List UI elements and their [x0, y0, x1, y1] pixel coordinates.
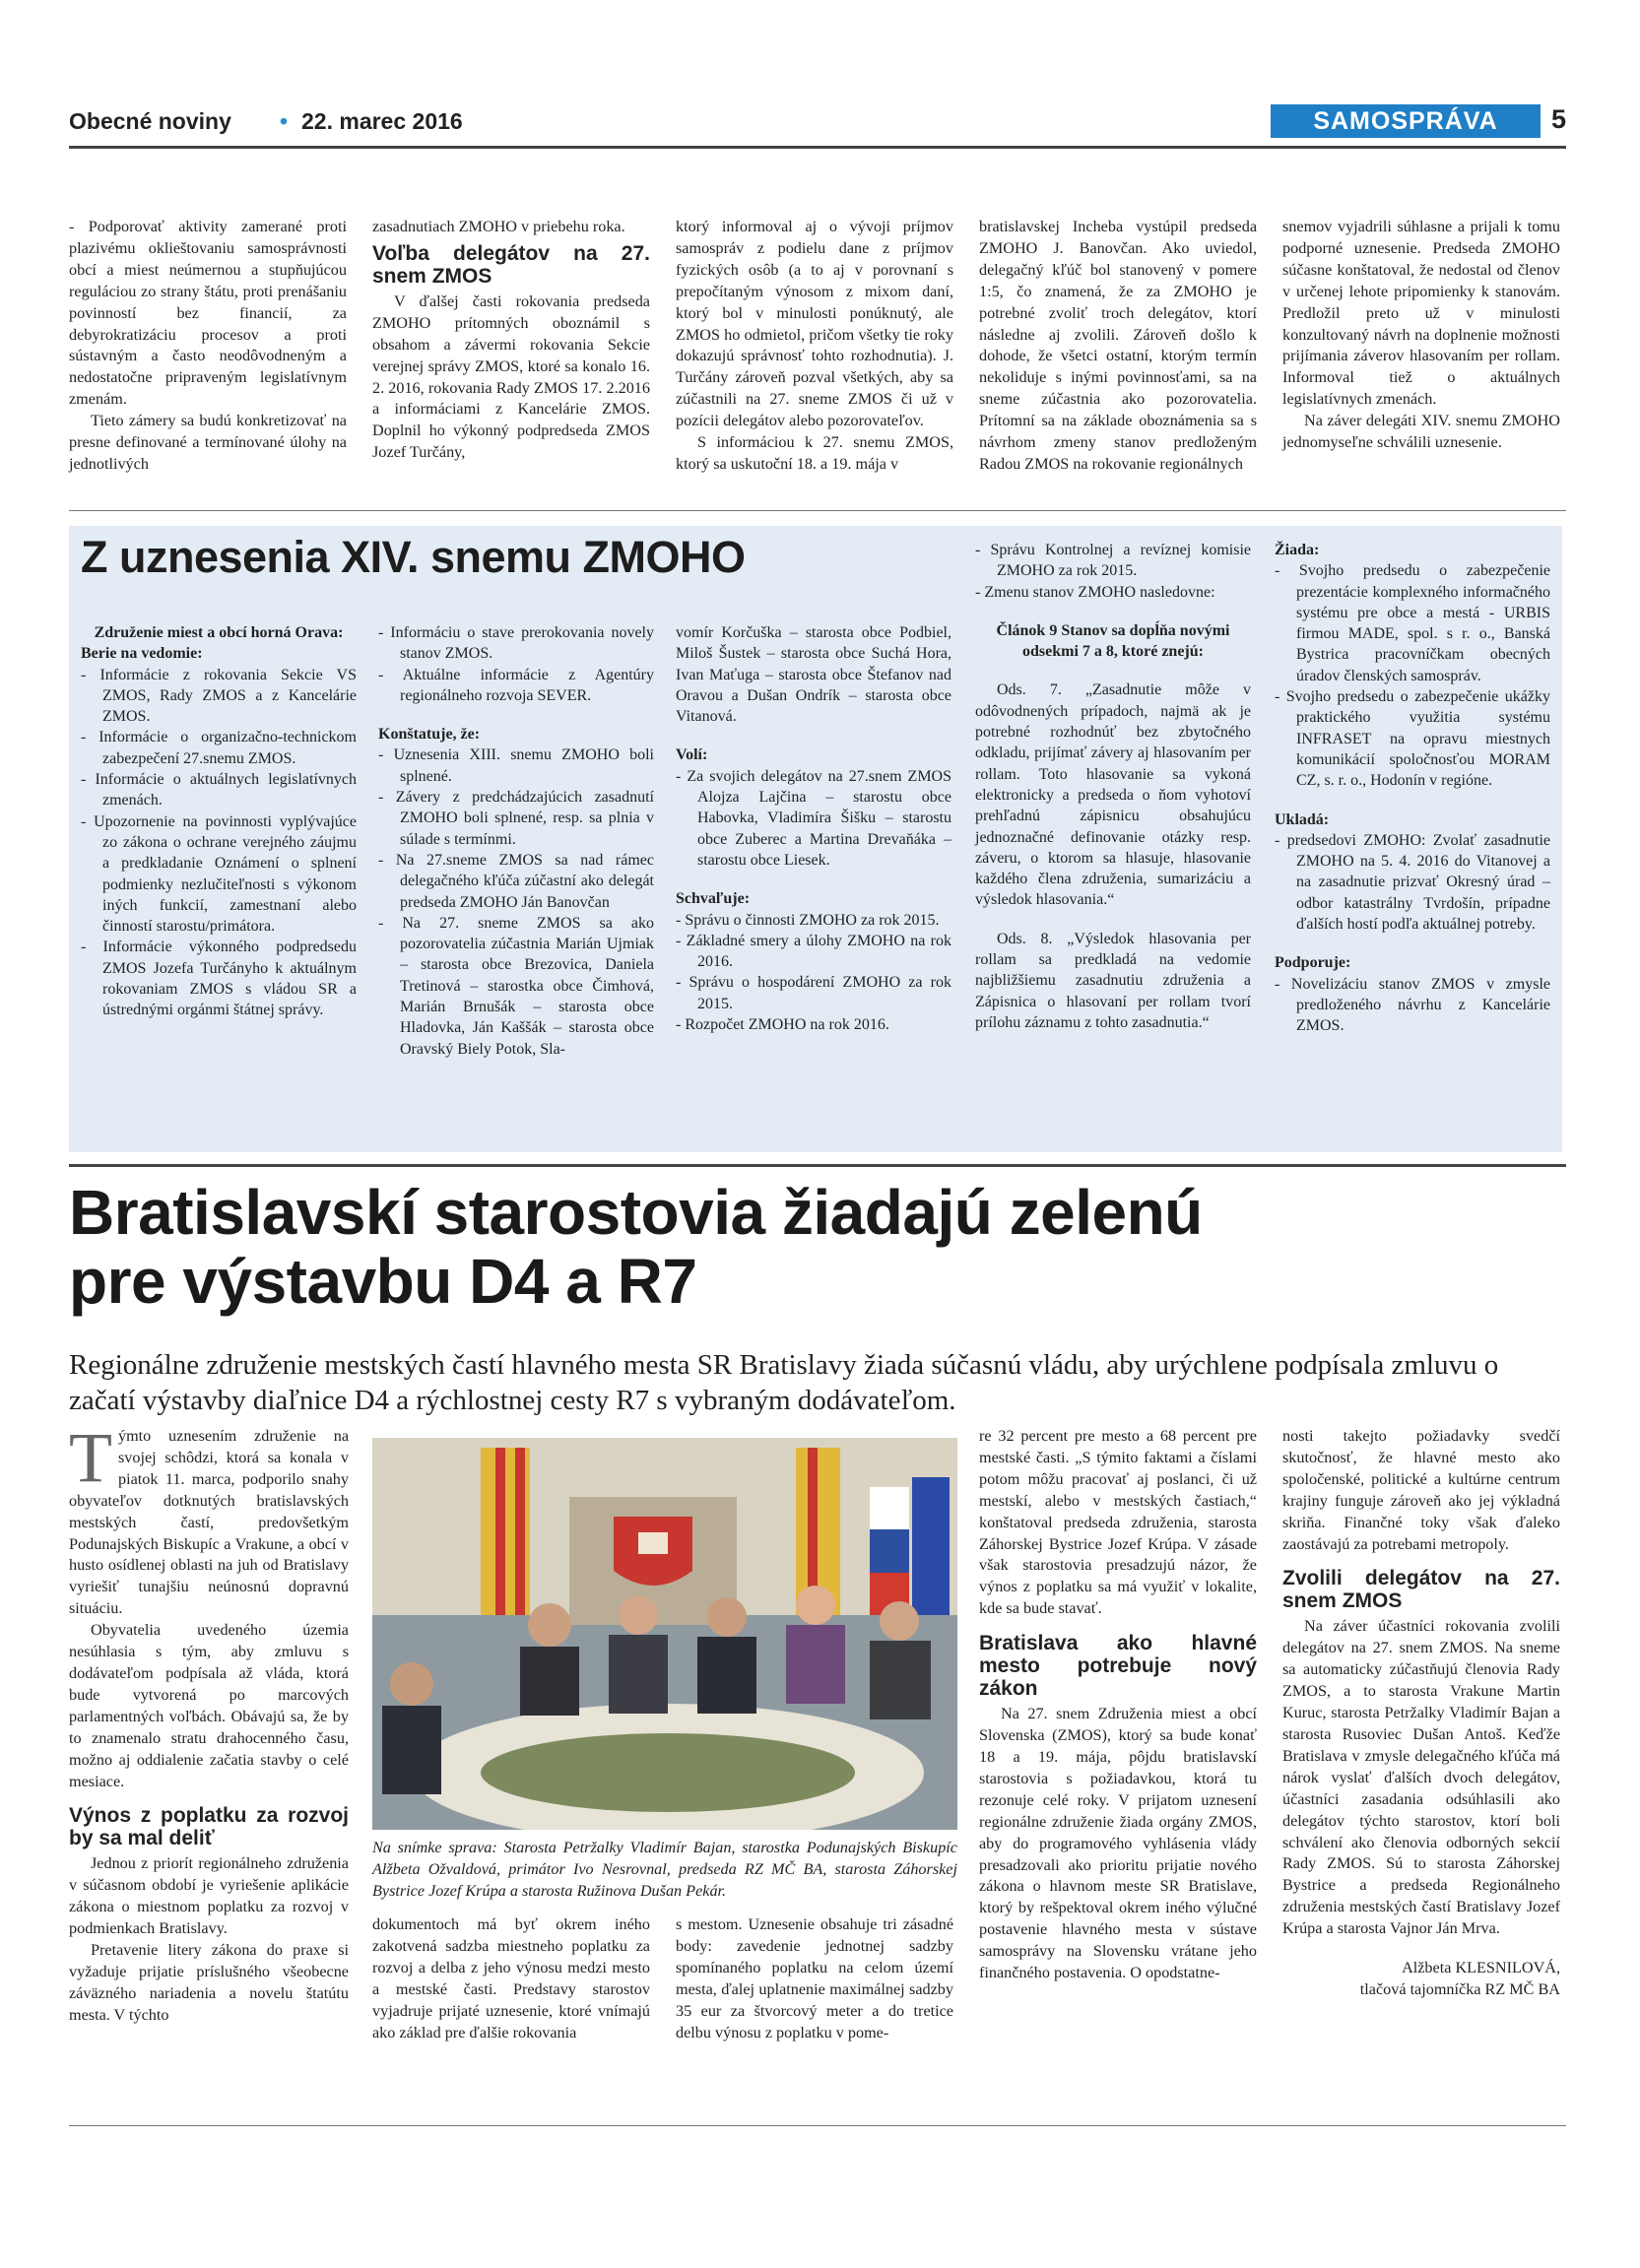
article-paragraph: Na záver účastníci rokovania zvolili delegátov na 27. snem ZMOS. Na sneme sa automaticky zúčastňujú členovia Rady ZMOS, a to starosta Vrakune Martin Kuruc, starosta Petržalky Vladimír Bajan a starosta Rusoviec Dušan Antoš. Keďže Bratislava v zmysle delegačného kľúča má nárok vyslať ďalších dvoch delegátov, účastníci zasadania odsúhlasili ako delegátov týchto starostov, ktorí boli schválení ako členovia odborných sekcií Rady ZMOS. Sú to starosta Záhorskej Bystrice a predseda Regionálneho združenia mestských častí Bratislavy Jozef Krúpa a starosta Vajnor Ján Mrva.	[1282, 1617, 1560, 1938]
box-item: - predsedovi ZMOHO: Zvolať zasadnutie ZMOHO na 5. 4. 2016 do Vitanovej a na zasadnutie prizvať Okresný úrad – odbor katastrálny Tvrdošín, prípadne ďalších hostí podľa aktuálnej potreby.	[1275, 831, 1550, 934]
box-item: - Informácie z rokovania Sekcie VS ZMOS, Rady ZMOS a z Kancelárie ZMOS.	[81, 666, 357, 726]
box-item: - Svojho predsedu o zabezpečenie prezentácie komplexného informačného systému pre obce a mestá - URBIS firmou MADE, spol. s r. o., Banská Bystrica pracovníčkam obecných úradov členských samospráv.	[1275, 562, 1550, 684]
headline-line-2: pre výstavbu D4 a R7	[69, 1246, 697, 1317]
article-paragraph: s mestom. Uznesenie obsahuje tri zásadné body: zavedenie jednotnej sadzby spomínaného poplatku na celom území mesta, ďalej uplatnenie maximálnej sadzby 35 eur za štvorcový meter a do tretice delbu výnosu z poplatku v pome-	[676, 1915, 953, 2041]
top-column-4	[979, 217, 1257, 476]
top-column-1	[69, 217, 347, 476]
box-label: Volí:	[676, 746, 708, 764]
top-paragraph: Na záver delegáti XIV. snemu ZMOHO jednomyseľne schválili uznesenie.	[1282, 412, 1560, 452]
box-item: - Základné smery a úlohy ZMOHO na rok 2016.	[676, 932, 951, 971]
box-label: Schvaľuje:	[676, 890, 751, 908]
top-paragraph: bratislavskej Incheba vystúpil predseda ZMOHO J. Banovčan. Ako uviedol, delegačný kľúč bol stanovený v pomere 1:5, čo znamená, že za ZMOHO je potrebné zvoliť troch delegátov, ktorí následne aj zvolili. Zároveň došlo k dohode, že všetci ostatní, ktorým termín nekoliduje s inými povinnosťami, sa na sneme zúčastnia ako pozorovatelia. Prítomní sa na základe oboznámenia sa s návrhom zmeny stanov predloženým Radou ZMOS na rokovanie regionálnych	[979, 218, 1257, 473]
divider	[69, 510, 1566, 511]
subheading-vynos: Výnos z poplatku za rozvoj by sa mal deliť	[69, 1804, 349, 1850]
box-item: - Uznesenia XIII. snemu ZMOHO boli splnené.	[378, 746, 654, 785]
box-item: - Aktuálne informácie z Agentúry regionálneho rozvoja SEVER.	[378, 666, 654, 704]
top-paragraph: zasadnutiach ZMOHO v priebehu roka.	[372, 218, 625, 235]
subheading-zvolili: Zvolili delegátov na 27. snem ZMOS	[1282, 1567, 1560, 1613]
box-item: - Upozornenie na povinnosti vyplývajúce zo zákona o ochrane verejného záujmu a predkladanie Oznámení o splnení podmienky nezlučiteľnosti s výkonom iných funkcií, zamestnaní alebo činností starostu/primátora.	[81, 812, 357, 936]
box-item: - Správu o hospodárení ZMOHO za rok 2015.	[676, 974, 951, 1012]
article-paragraph: Na 27. snem Združenia miest a obcí Slovenska (ZMOS), ktorý sa bude konať 18 a 19. mája, pôjdu bratislavskí starostovia s požiadavkou, ktorá tu rezonuje celé roky. V prijatom uznesení regionálne združenie žiada orgány ZMOS, aby do programového vyhlásenia vlády presadzovali ako prioritu prijatie nového zákona o hlavnom meste SR Bratislave, ktorý by rešpektoval okrem iného výlučné postavenie hlavného mesta v sústave samosprávy na Slovensku vrátane jeho finančného postavenia. O opodstatne-	[979, 1705, 1257, 1982]
top-column-2	[372, 217, 650, 464]
issue-date: 22. marec 2016	[301, 108, 463, 134]
box-item: - Na 27. sneme ZMOS sa ako pozorovatelia zúčastnia Marián Ujmiak – starosta obce Brezovica, Daniela Tretinová – starostka obce Čimhová, Marián Brnušák – starosta obce Hladovka, Ján Kaššák – starosta obce Oravský Biely Potok, Sla-	[378, 914, 654, 1058]
box-column-1	[81, 622, 357, 1021]
author-name: Alžbeta KLESNILOVÁ,	[1402, 1959, 1560, 1977]
section-label: SAMOSPRÁVA	[1271, 104, 1541, 138]
running-header	[69, 104, 1567, 148]
article-paragraph: dokumentoch má byť okrem iného zakotvená sadzba miestneho poplatku za rozvoj a delba z jeho výnosu medzi mesto a mestské časti. Predstavy starostov vyjadruje prijaté uznesenie, ktoré vnímajú ako základ pre ďalšie rokovania	[372, 1915, 650, 2041]
box-item: - Informácie o organizačno-technickom zabezpečení 27.snemu ZMOS.	[81, 729, 357, 767]
box-item: - Novelizáciu stanov ZMOS v zmysle predloženého návrhu z Kancelárie ZMOS.	[1275, 975, 1550, 1035]
box-item: - Za svojich delegátov na 27.snem ZMOS Alojza Lajčina – starostu obce Habovka, Vladimíra Šišku – starostu obce Zuberec a Martina Drevaňáka – starostu obce Liesek.	[676, 767, 951, 869]
box-item: - Na 27.sneme ZMOS sa nad rámec delegačného kľúča zúčastní ako delegát predseda ZMOHO Ján Banovčan	[378, 851, 654, 911]
top-paragraph: snemov vyjadrili súhlasne a prijali k tomu podporné uznesenie. Predseda ZMOHO súčasne konštatoval, že nedostal od členov v určenej lehote pripomienky k stanovám. Predložil preto už v minulosti konzultovaný návrh na doplnenie možnosti prijímania záverov hlasovaním per rollam. Informoval tiež o aktuálnych legislatívnych zmenách.	[1282, 218, 1560, 409]
footer-rule	[69, 2125, 1566, 2126]
article-paragraph: ýmto uznesením združenie na svojej schôdzi, ktorá sa konala v piatok 11. marca, podporilo snahy obyvateľov dotknutých bratislavských mestských častí, predovšetkým Podunajských Biskupíc a Vrakune, a obcí v husto osídlenej oblasti na juh od Bratislavy vyriešiť tunajšiu neúnosnú dopravnú situáciu.	[69, 1427, 349, 1618]
paper-name: Obecné noviny	[69, 108, 231, 134]
subheading-bratislava: Bratislava ako hlavné mesto potrebuje nový zákon	[979, 1632, 1257, 1701]
article-paragraph: Pretavenie litery zákona do praxe si vyžaduje prijatie príslušného všeobecne záväzného nariadenia a novelu štatútu mesta. V týchto	[69, 1941, 349, 2024]
page-number: 5	[1551, 104, 1567, 134]
article-paragraph: Jednou z priorít regionálneho združenia v súčasnom období je vyriešenie aplikácie zákona o miestnom poplatku za rozvoj v podmienkach Bratislavy.	[69, 1854, 349, 1938]
headline-line-1: Bratislavskí starostovia žiadajú zelenú	[69, 1177, 1203, 1248]
box-text: Ods. 8. „Výsledok hlasovania per rollam sa predkladá na vedomie najbližšiemu zasadnutiu združenia a Zápisnica o hlasovaní per rollam tvorí prílohu záznamu z tohto zasadnutia.“	[975, 930, 1251, 1031]
article-column-3	[676, 1914, 953, 2043]
top-paragraph: S informáciou k 27. snemu ZMOS, ktorý sa uskutoční 18. a 19. mája v	[676, 433, 953, 473]
box-label: Žiada:	[1275, 542, 1320, 558]
top-paragraph: Tieto zámery sa budú konkretizovať na presne definované a termínované úlohy na jednotlivých	[69, 412, 347, 473]
box-item: - Závery z predchádzajúcich zasadnutí ZMOHO boli splnené, resp. sa plnia v súlade s termínmi.	[378, 789, 654, 848]
box-column-4	[975, 540, 1251, 1033]
box-item: - Informácie výkonného podpredsedu ZMOS Jozefa Turčányho k aktuálnym rokovaniam ZMOS s vládou SR a ústrednými orgánmi štátnej správy.	[81, 939, 357, 1019]
box-org-title: Združenie miest a obcí horná Orava:	[94, 624, 344, 641]
author-role: tlačová tajomníčka RZ MČ BA	[1359, 1979, 1560, 1998]
meeting-photo-image	[372, 1438, 957, 1830]
article-paragraph: Obyvatelia uvedeného územia nesúhlasia s tým, aby zmluvu s dodávateľom podpísala až vláda, ktorá bude vytvorená po marcových parlamentných voľbách. Obávajú sa, že by to znamenalo stratu drahocenného času, možno aj oddialenie začatia stavby o celé mesiace.	[69, 1621, 349, 1790]
box-label: Berie na vedomie:	[81, 645, 203, 663]
box-label: Konštatuje, že:	[378, 726, 481, 744]
article-column-2	[372, 1914, 650, 2043]
meeting-photo	[372, 1438, 957, 1830]
box-item: - Správu o činnosti ZMOHO za rok 2015.	[676, 911, 940, 929]
photo-caption: Na snímke sprava: Starosta Petržalky Vladimír Bajan, starostka Podunajských Biskupíc Alžbeta Ožvaldová, primátor Ivo Nesrovnal, predseda RZ MČ BA, starosta Záhorskej Bystrice Jozef Krúpa a starosta Ružinova Dušan Pekár.	[372, 1839, 957, 1900]
article-column-4	[979, 1426, 1257, 1984]
box-item: - Svojho predsedu o zabezpečenie ukážky praktického využitia systému INFRASET na opravu miestnych komunikácií spoločnosťou MORAM CZ, s. r. o., Hodonín v regióne.	[1275, 688, 1550, 790]
box-item: - Rozpočet ZMOHO na rok 2016.	[676, 1016, 889, 1034]
top-column-5	[1282, 217, 1560, 454]
article-column-5	[1282, 1426, 1560, 2001]
separator-dot: •	[280, 108, 289, 134]
box-item: - Zmenu stanov ZMOHO nasledovne:	[975, 583, 1215, 601]
headline	[69, 1178, 1566, 1316]
article-paragraph: re 32 percent pre mesto a 68 percent pre mestské časti. „S týmito faktami a číslami potom môžu pracovať aj poslanci, či už mestskí, alebo v mestských častiach,“ konštatoval predseda združenia, starosta Záhorskej Bystrice Jozef Krúpa. V zásade však starostovia presadzujú názor, že výnos z poplatku sa má využiť v lokalite, kde sa bude stavať.	[979, 1427, 1257, 1618]
box-column-2	[378, 622, 654, 1060]
top-column-3	[676, 217, 953, 476]
dropcap: T	[69, 1418, 112, 1497]
subheading-volba: Voľba delegátov na 27. snem ZMOS	[372, 241, 650, 288]
box-label: Ukladá:	[1275, 810, 1330, 828]
box-text: vomír Korčuška – starosta obce Podbiel, Miloš Šustek – starosta obce Suchá Hora, Ivan Maťuga – starosta obce Štefanov nad Oravou a Dušan Ondrík – starosta obce Vitanová.	[676, 624, 951, 726]
top-paragraph: V ďalšej časti rokovania predseda ZMOHO prítomných oboznámil s obsahom a závermi rokovania Sekcie verejnej správy ZMOS, ktoré sa konalo 16. 2. 2016, rokovania Rady ZMOS 17. 2.2016 a informáciami z Kancelárie ZMOS. Doplnil ho výkonný podpredseda ZMOS Jozef Turčány,	[372, 292, 650, 462]
box-column-5	[1275, 540, 1550, 1037]
box-article: Článok 9 Stanov sa dopĺňa novými odsekmi 7 a 8, ktoré znejú:	[996, 621, 1230, 661]
box-title: Z uznesenia XIV. snemu ZMOHO	[81, 532, 746, 582]
box-item: - Informáciu o stave prerokovania novely stanov ZMOS.	[378, 624, 654, 663]
divider	[69, 1164, 1566, 1167]
box-label: Podporuje:	[1275, 954, 1351, 972]
header-rule	[69, 146, 1566, 149]
box-text: Ods. 7. „Zasadnutie môže v odôvodnených prípadoch, najmä ak je potrebné rozhodnúť bez zbytočného odkladu, prijímať závery aj hlasovaním per rollam. Toto hlasovanie sa vykoná elektronicky a predseda o ňom vyhotoví prehľadnú zápisnicu obsahujúcu jednoznačné definovanie otázky resp. záveru, o ktorom sa hlasuje, hlasovanie každého člena združenia, sumarizáciu a výsledok hlasovania.“	[975, 681, 1251, 909]
lead-paragraph: Regionálne združenie mestských častí hlavného mesta SR Bratislavy žiada súčasnú vládu, aby urýchlene podpísala zmluvu o začatí výstavby diaľnice D4 a rýchlostnej cesty R7 s vybraným dodávateľom.	[69, 1349, 1499, 1416]
article-column-1	[69, 1418, 349, 2027]
box-column-3	[676, 622, 951, 1035]
box-item: - Správu Kontrolnej a revíznej komisie ZMOHO za rok 2015.	[975, 542, 1251, 580]
article-paragraph: nosti takejto požiadavky svedčí skutočnosť, že hlavné mesto ako spoločenské, politické a kultúrne centrum krajiny funguje zároveň ako jej výkladná skriňa. Finančné toky však ďaleko zaostávajú za potrebami metropoly.	[1282, 1427, 1560, 1553]
top-paragraph: ktorý informoval aj o vývoji príjmov samospráv z podielu dane z príjmov fyzických osôb (a to aj v porovnaní s prepočítaným výnosom z mixom daní, ktorý bol v minulosti ponúknutý, ale ZMOS ho odmietol, pričom všetky tie roky dokazujú správnosť tohto rozhodnutia). J. Turčány zároveň pozval všetkých, aby sa zúčastnili na 27. sneme ZMOS či už v pozícii delegátov alebo pozorovateľov.	[676, 218, 953, 430]
top-paragraph: - Podporovať aktivity zamerané proti plazivému oklieštovaniu samosprávnosti obcí a miest neúmernou a stupňujúcou reguláciou zo strany štátu, proti prenášaniu povinností bez financií, za debyrokratizáciu procesov a proti sústavným a často neodôvodneným a nedostatočne pripraveným legislatívnym zmenám.	[69, 218, 347, 409]
box-item: - Informácie o aktuálnych legislatívnych zmenách.	[81, 771, 357, 810]
